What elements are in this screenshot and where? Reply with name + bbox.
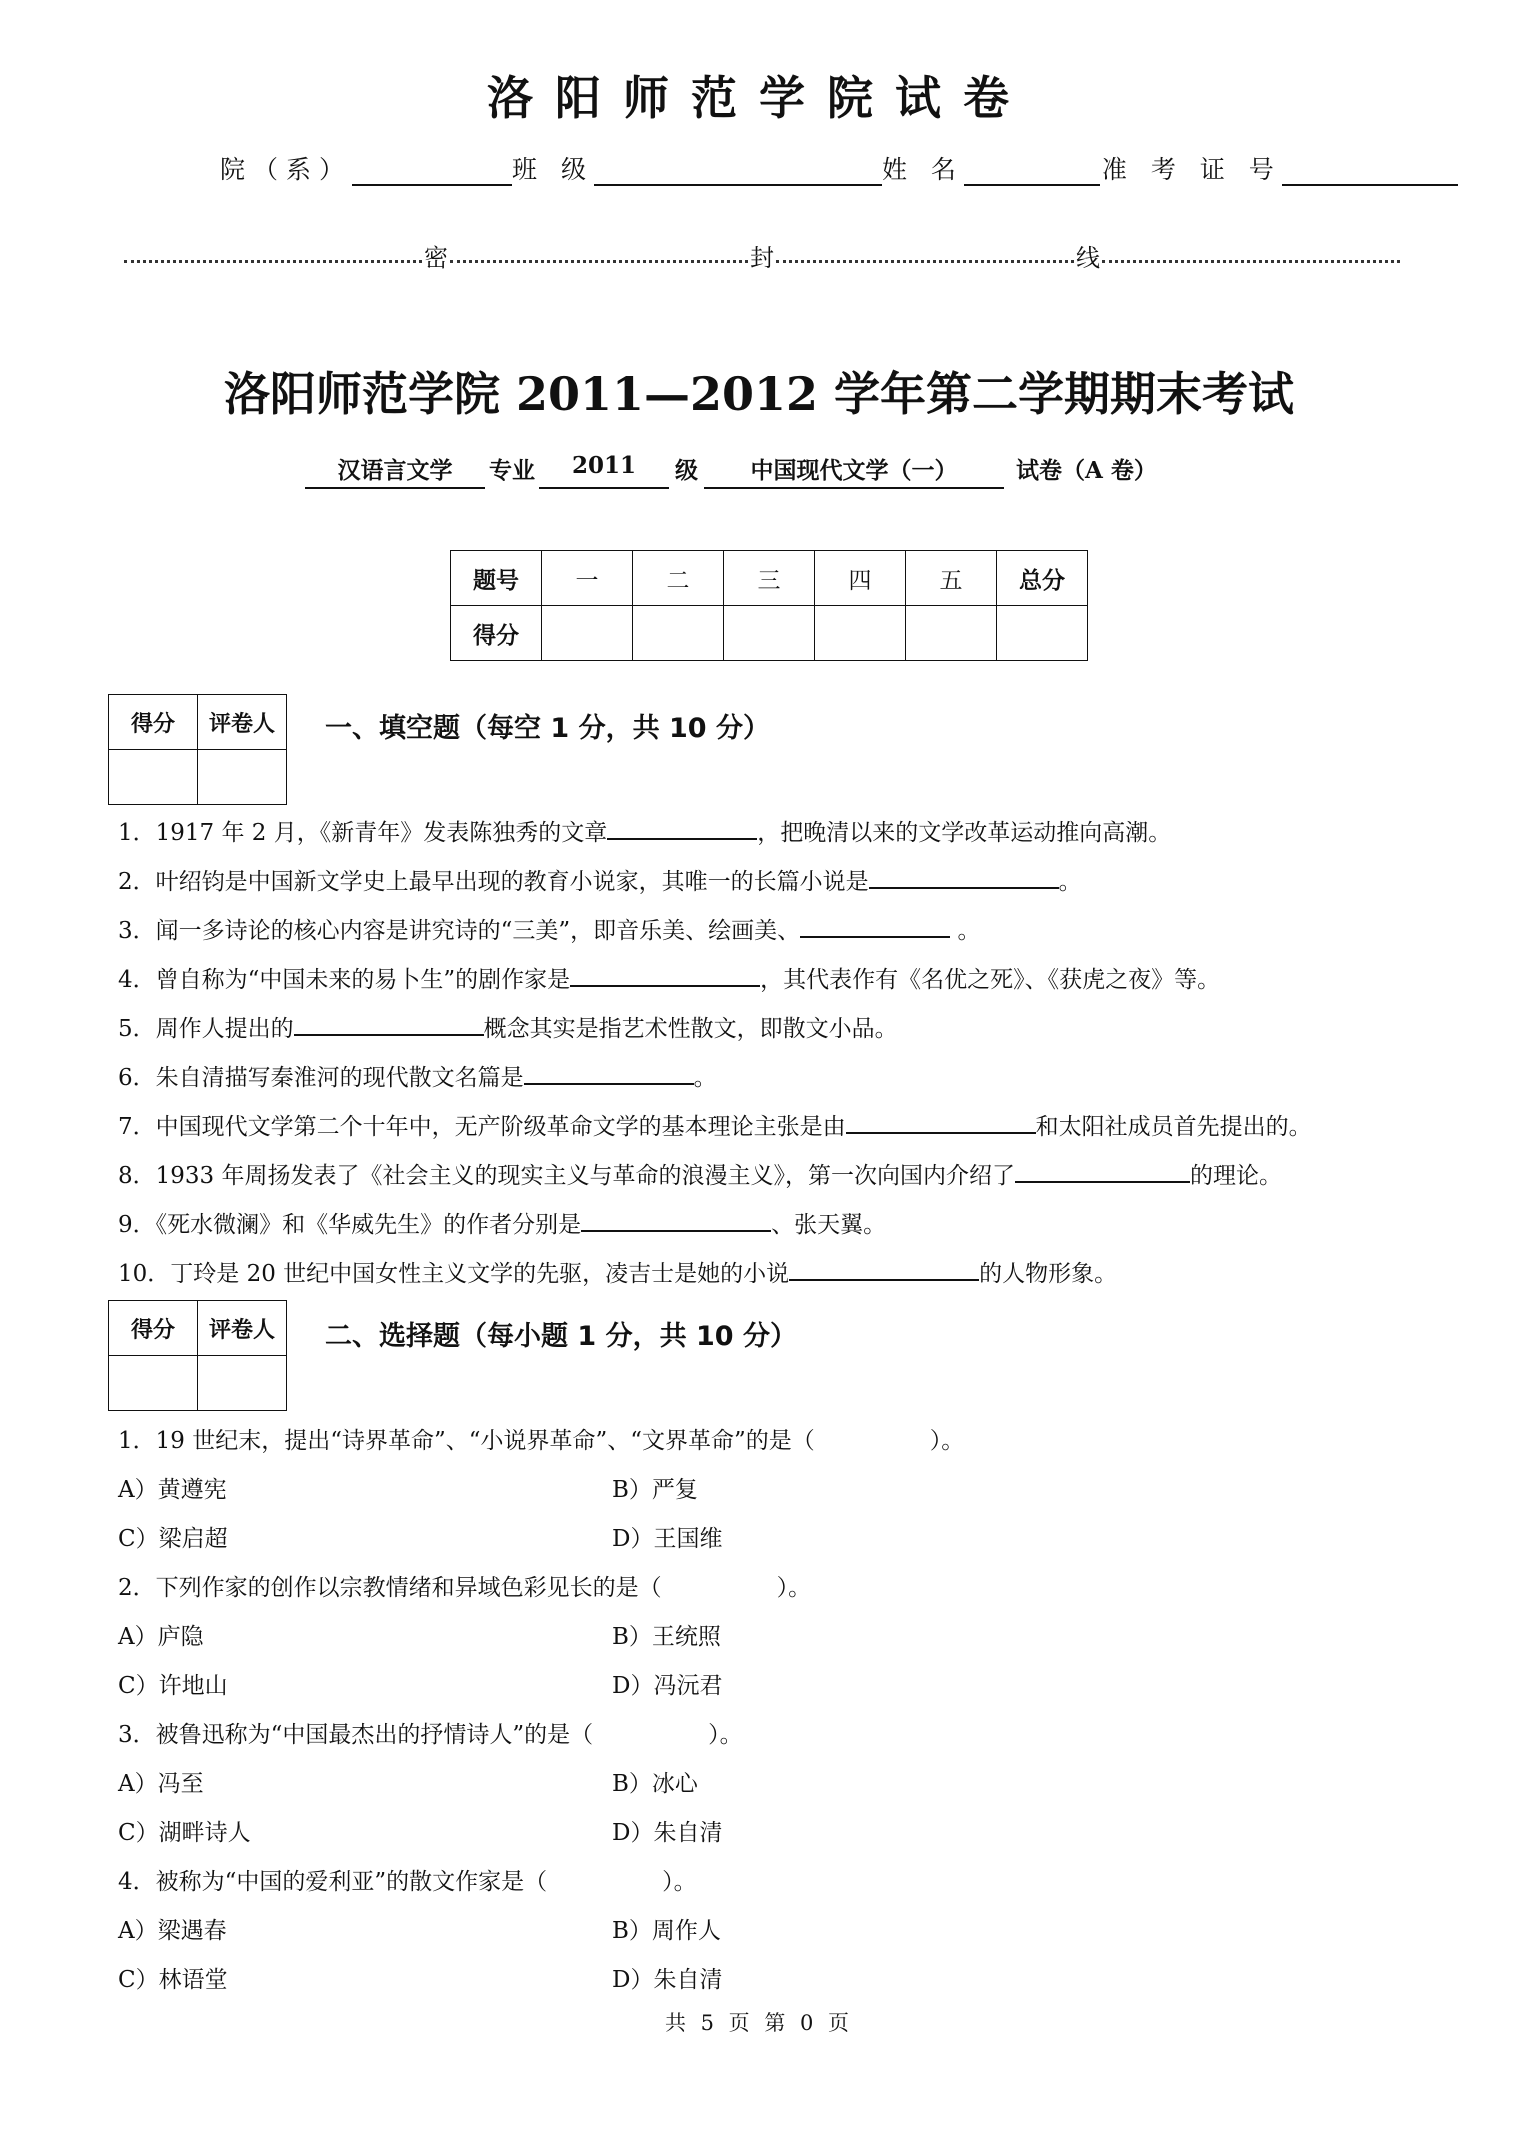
course-info-row: [305, 452, 1157, 489]
score-input-cell[interactable]: [997, 606, 1088, 661]
department-label: 院（系）: [220, 155, 353, 184]
question-text: 7．中国现代文学第二个十年中，无产阶级革命文学的基本理论主张是由: [118, 1114, 846, 1140]
school-title: 洛阳师范学院试卷: [487, 71, 1031, 125]
question-text: 。: [950, 918, 981, 944]
grader-name-label: 评卷人: [198, 695, 287, 750]
question-text: 6．朱自清描写秦淮河的现代散文名篇是: [118, 1065, 524, 1091]
choice-question-stem: 1．19 世纪末，提出“诗界革命”、“小说界革命”、“文界革命”的是（ ）。: [118, 1428, 965, 1454]
answer-blank[interactable]: [524, 1061, 694, 1085]
choice-option[interactable]: A）庐隐: [118, 1624, 204, 1650]
question-text: 3．闻一多诗论的核心内容是讲究诗的“三美”，即音乐美、绘画美、: [118, 918, 801, 944]
course-value: 中国现代文学（一）: [704, 452, 1004, 489]
choice-option[interactable]: B）冰心: [612, 1771, 698, 1797]
question-text: 。: [693, 1065, 717, 1091]
fill-question: [118, 1010, 898, 1043]
answer-blank[interactable]: [294, 1012, 484, 1036]
question-text: ，其代表作有《名优之死》、《获虎之夜》等。: [760, 967, 1221, 993]
question-text: 的人物形象。: [979, 1261, 1118, 1287]
score-row-label: 得分: [451, 606, 542, 661]
question-text: 9．《死水微澜》和《华威先生》的作者分别是: [118, 1212, 582, 1238]
fill-question: [118, 814, 1171, 847]
score-table-score-row: [451, 606, 1088, 661]
choice-option[interactable]: A）梁遇春: [118, 1918, 227, 1944]
score-table-cell: 五: [906, 551, 997, 606]
grader-name-label: 评卷人: [198, 1301, 287, 1356]
exam-id-blank[interactable]: [1282, 158, 1458, 186]
question-text: 2．叶绍钧是中国新文学史上最早出现的教育小说家，其唯一的长篇小说是: [118, 869, 869, 895]
department-blank[interactable]: [352, 158, 512, 186]
choice-question-stem: 3．被鲁迅称为“中国最杰出的抒情诗人”的是（ ）。: [118, 1722, 743, 1748]
score-table-cell: 二: [633, 551, 724, 606]
question-text: 、张天翼。: [771, 1212, 887, 1238]
dotted-line: [1102, 248, 1400, 263]
score-input-cell[interactable]: [815, 606, 906, 661]
major-label: 专业: [489, 457, 535, 484]
answer-blank[interactable]: [869, 865, 1059, 889]
seal-mi: 密: [424, 244, 448, 272]
fill-question: [118, 912, 980, 945]
grader-score-cell[interactable]: [109, 750, 198, 805]
student-info-row: [220, 150, 1458, 186]
choice-option[interactable]: D）朱自清: [612, 1820, 723, 1846]
choice-option[interactable]: D）冯沅君: [612, 1673, 723, 1699]
answer-blank[interactable]: [846, 1110, 1036, 1134]
score-table-cell: 一: [542, 551, 633, 606]
choice-option[interactable]: A）冯至: [118, 1771, 204, 1797]
choice-option[interactable]: D）王国维: [612, 1526, 723, 1552]
score-input-cell[interactable]: [633, 606, 724, 661]
choice-question-stem: 2．下列作家的创作以宗教情绪和异域色彩见长的是（ ）。: [118, 1575, 812, 1601]
score-input-cell[interactable]: [906, 606, 997, 661]
name-blank[interactable]: [964, 158, 1100, 186]
score-table-cell: 总分: [997, 551, 1088, 606]
answer-blank[interactable]: [581, 1208, 771, 1232]
paper-label: 试卷（A 卷）: [1016, 457, 1157, 484]
choice-option[interactable]: C）许地山: [118, 1673, 228, 1699]
grade-label: 级: [675, 457, 698, 484]
seal-feng: 封: [750, 244, 774, 272]
question-text: ，把晚清以来的文学改革运动推向高潮。: [757, 820, 1172, 846]
seal-xian: 线: [1076, 244, 1100, 272]
choice-option[interactable]: C）梁启超: [118, 1526, 228, 1552]
question-text: 8．1933 年周扬发表了《社会主义的现实主义与革命的浪漫主义》，第一次向国内介绍了: [118, 1163, 1015, 1189]
choice-option[interactable]: B）周作人: [612, 1918, 721, 1944]
fill-question: [118, 863, 1082, 896]
choice-option[interactable]: A）黄遵宪: [118, 1477, 227, 1503]
fill-question: [118, 1255, 1117, 1288]
grader-table: [108, 1300, 287, 1411]
question-text: 概念其实是指艺术性散文，即散文小品。: [483, 1016, 898, 1042]
score-table-cell: 题号: [451, 551, 542, 606]
grade-value: 2011: [539, 452, 669, 489]
dotted-line: [124, 248, 422, 263]
choice-option[interactable]: D）朱自清: [612, 1967, 723, 1993]
major-value: 汉语言文学: [305, 452, 485, 489]
grader-name-cell[interactable]: [198, 750, 287, 805]
choice-option[interactable]: B）王统照: [612, 1624, 721, 1650]
answer-blank[interactable]: [607, 816, 757, 840]
score-table-cell: 三: [724, 551, 815, 606]
section-2-title: 二、选择题（每小题 1 分，共 10 分）: [325, 1321, 797, 1352]
exam-id-label: 准 考 证 号: [1101, 155, 1282, 184]
choice-option[interactable]: C）湖畔诗人: [118, 1820, 251, 1846]
exam-title: 洛阳师范学院 2011—2012 学年第二学期期末考试: [223, 367, 1295, 421]
page-footer: 共 5 页 第 0 页: [664, 2011, 854, 2035]
score-table-cell: 四: [815, 551, 906, 606]
question-text: 的理论。: [1189, 1163, 1282, 1189]
question-text: 1．1917 年 2 月，《新青年》发表陈独秀的文章: [118, 820, 608, 846]
dotted-line: [776, 248, 1074, 263]
score-table: [450, 550, 1088, 661]
score-table-header-row: [451, 551, 1088, 606]
class-label: 班 级: [512, 155, 594, 184]
question-text: 5．周作人提出的: [118, 1016, 294, 1042]
fill-question: [118, 961, 1220, 994]
fill-question: [118, 1206, 886, 1239]
grader-table: [108, 694, 287, 805]
question-text: 4．曾自称为“中国未来的易卜生”的剧作家是: [118, 967, 571, 993]
dotted-line: [450, 248, 748, 263]
fill-question: [118, 1157, 1282, 1190]
fill-question: [118, 1108, 1312, 1141]
grader-name-cell[interactable]: [198, 1356, 287, 1411]
score-input-cell[interactable]: [724, 606, 815, 661]
section-1-title: 一、填空题（每空 1 分，共 10 分）: [325, 713, 770, 744]
answer-blank[interactable]: [789, 1257, 979, 1281]
grader-score-label: 得分: [109, 695, 198, 750]
name-label: 姓 名: [881, 155, 964, 184]
score-input-cell[interactable]: [542, 606, 633, 661]
question-text: 。: [1058, 869, 1082, 895]
choice-question-stem: 4．被称为“中国的爱利亚”的散文作家是（ ）。: [118, 1869, 697, 1895]
choice-option[interactable]: C）林语堂: [118, 1967, 228, 1993]
question-text: 10．丁玲是 20 世纪中国女性主义文学的先驱，凌吉士是她的小说: [118, 1261, 790, 1287]
answer-blank[interactable]: [800, 914, 950, 938]
grader-score-label: 得分: [109, 1301, 198, 1356]
answer-blank[interactable]: [570, 963, 760, 987]
answer-blank[interactable]: [1015, 1159, 1190, 1183]
seal-line: [122, 238, 1402, 273]
question-text: 和太阳社成员首先提出的。: [1035, 1114, 1312, 1140]
grader-score-cell[interactable]: [109, 1356, 198, 1411]
class-blank[interactable]: [594, 158, 882, 186]
fill-question: [118, 1059, 717, 1092]
choice-option[interactable]: B）严复: [612, 1477, 698, 1503]
